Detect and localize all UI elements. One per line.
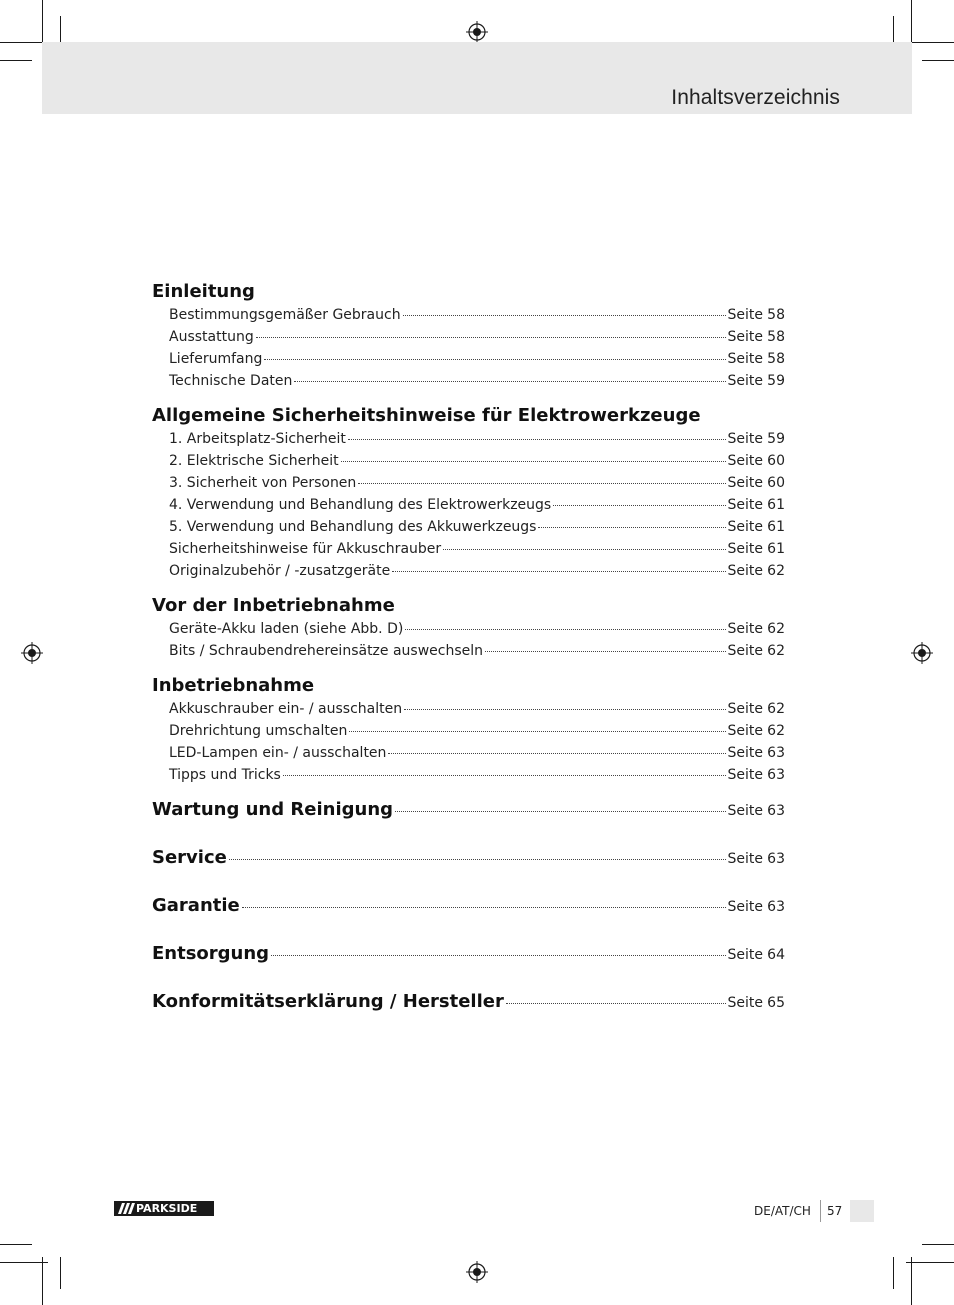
seite-label: Seite [727, 701, 763, 717]
crop-mark [0, 42, 48, 43]
seite-label: Seite [727, 643, 763, 659]
toc-entry-page [728, 943, 786, 967]
brand-name: PARKSIDE [136, 1202, 198, 1215]
registration-mark-icon [911, 642, 933, 664]
toc-section [152, 674, 785, 786]
seite-label: Seite [727, 541, 763, 557]
brand-logo [114, 1201, 214, 1216]
seite-label: Seite [727, 329, 763, 345]
toc-main-entry-label: Entsorgung [152, 943, 270, 964]
toc-main-entry-label: Wartung und Reinigung [152, 799, 394, 820]
leader-dots [283, 774, 726, 776]
seite-label: Seite [727, 899, 763, 915]
crop-mark [0, 60, 32, 61]
toc-main-entry[interactable] [152, 942, 785, 986]
toc-entry-label: 2. Elektrische Sicherheit [169, 453, 339, 469]
page-number: 63 [767, 851, 785, 867]
page-number: 62 [767, 723, 785, 739]
toc-entry[interactable] [169, 560, 785, 582]
toc-entry-label: Bestimmungsgemäßer Gebrauch [169, 307, 401, 323]
crop-mark [922, 60, 954, 61]
footer-divider [820, 1200, 821, 1222]
section-heading: Einleitung [152, 281, 255, 302]
seite-label: Seite [727, 995, 763, 1011]
toc-entry[interactable] [169, 516, 785, 538]
footer-page-number: 57 [827, 1204, 843, 1218]
toc-entry-label: LED-Lampen ein- / ausschalten [169, 745, 387, 761]
toc-entry[interactable] [169, 538, 785, 560]
toc-entry-page [728, 516, 786, 538]
leader-dots [271, 954, 725, 956]
toc-entry[interactable] [169, 348, 785, 370]
crop-mark [906, 42, 954, 43]
toc-section [152, 404, 785, 582]
page-number: 58 [767, 351, 785, 367]
toc-sections [152, 280, 785, 786]
toc-entry-page [728, 326, 786, 348]
leader-dots [349, 730, 725, 732]
toc-entry-label: Drehrichtung umschalten [169, 723, 348, 739]
toc-entry-label: Bits / Schraubendrehereinsätze auswechseln [169, 643, 484, 659]
toc-entry[interactable] [169, 370, 785, 392]
toc-entry[interactable] [169, 304, 785, 326]
seite-label: Seite [727, 431, 763, 447]
page-number: 60 [767, 453, 785, 469]
toc-entry-page [728, 472, 786, 494]
toc-main-entry-label: Garantie [152, 895, 240, 916]
seite-label: Seite [727, 475, 763, 491]
page-number: 58 [767, 329, 785, 345]
page-number: 61 [767, 519, 785, 535]
toc-main-entries [152, 798, 785, 1034]
toc-entry[interactable] [169, 640, 785, 662]
page-number: 64 [767, 947, 785, 963]
seite-label: Seite [727, 307, 763, 323]
leader-dots [392, 570, 725, 572]
toc-entry[interactable] [169, 720, 785, 742]
toc-entry-label: Sicherheitshinweise für Akkuschrauber [169, 541, 442, 557]
seite-label: Seite [727, 621, 763, 637]
toc-entry-label: Originalzubehör / -zusatzgeräte [169, 563, 391, 579]
page-number: 58 [767, 307, 785, 323]
leader-dots [229, 858, 726, 860]
crop-mark [893, 1257, 894, 1289]
page-number: 63 [767, 899, 785, 915]
leader-dots [553, 504, 725, 506]
page-number: 61 [767, 541, 785, 557]
toc-entry-label: 1. Arbeitsplatz-Sicherheit [169, 431, 346, 447]
seite-label: Seite [727, 563, 763, 579]
leader-dots [294, 380, 725, 382]
page-number: 62 [767, 701, 785, 717]
toc-entry-page [728, 560, 786, 582]
section-heading: Vor der Inbetriebnahme [152, 595, 395, 616]
toc-entry[interactable] [169, 618, 785, 640]
crop-mark [922, 1244, 954, 1245]
crop-mark [42, 0, 43, 48]
toc-main-entry[interactable] [152, 990, 785, 1034]
registration-mark-icon [21, 642, 43, 664]
toc-entry-page [728, 720, 786, 742]
leader-dots [388, 752, 725, 754]
page-number: 59 [767, 431, 785, 447]
toc-entry[interactable] [169, 472, 785, 494]
page-number: 59 [767, 373, 785, 389]
leader-dots [404, 708, 725, 710]
seite-label: Seite [727, 803, 763, 819]
toc-entry-page [728, 494, 786, 516]
toc-entry[interactable] [169, 698, 785, 720]
page-title: Inhaltsverzeichnis [671, 86, 840, 109]
page-number: 63 [767, 767, 785, 783]
leader-dots [395, 810, 725, 812]
registration-mark-icon [466, 21, 488, 43]
toc-entry-label: Akkuschrauber ein- / ausschalten [169, 701, 403, 717]
toc-entry[interactable] [169, 450, 785, 472]
toc-main-entry[interactable] [152, 846, 785, 890]
toc-entry-label: Ausstattung [169, 329, 254, 345]
section-heading: Inbetriebnahme [152, 675, 315, 696]
page-number: 60 [767, 475, 785, 491]
leader-dots [341, 460, 726, 462]
footer-language: DE/AT/CH [754, 1204, 811, 1218]
seite-label: Seite [727, 947, 763, 963]
toc-entry-label: 5. Verwendung und Behandlung des Akkuwerkzeugs [169, 519, 537, 535]
toc-entry-page [728, 304, 786, 326]
section-heading: Allgemeine Sicherheitshinweise für Elektrowerkzeuge [152, 405, 701, 426]
page-number: 62 [767, 563, 785, 579]
toc-entry-page [728, 991, 786, 1015]
page-number: 62 [767, 643, 785, 659]
toc-entry-label: 3. Sicherheit von Personen [169, 475, 357, 491]
toc-entry-page [728, 370, 786, 392]
page-number: 65 [767, 995, 785, 1011]
crop-mark [906, 1262, 954, 1263]
toc-main-entry-label: Konformitätserklärung / Hersteller [152, 991, 504, 1012]
seite-label: Seite [727, 497, 763, 513]
toc-entry[interactable] [169, 428, 785, 450]
crop-mark [0, 1262, 48, 1263]
leader-dots [443, 548, 725, 550]
seite-label: Seite [727, 767, 763, 783]
toc-entry-page [728, 450, 786, 472]
toc-entry-label: Tipps und Tricks [169, 767, 281, 783]
header-band [42, 42, 912, 114]
toc-main-entry[interactable] [152, 894, 785, 938]
toc-entry[interactable] [169, 326, 785, 348]
toc-entry-page [728, 428, 786, 450]
seite-label: Seite [727, 351, 763, 367]
logo-stripes-icon [114, 1201, 136, 1216]
toc-entry[interactable] [169, 742, 785, 764]
footer-tab [850, 1200, 874, 1222]
toc-main-entry[interactable] [152, 798, 785, 842]
leader-dots [242, 906, 726, 908]
seite-label: Seite [727, 723, 763, 739]
toc-entry-page [728, 640, 786, 662]
toc-entry[interactable] [169, 494, 785, 516]
toc-entry-page [728, 764, 786, 786]
seite-label: Seite [727, 519, 763, 535]
leader-dots [405, 628, 725, 630]
leader-dots [358, 482, 725, 484]
page-number: 62 [767, 621, 785, 637]
table-of-contents [152, 280, 785, 1034]
toc-entry-page [728, 799, 786, 823]
leader-dots [256, 336, 726, 338]
toc-entry-label: Geräte-Akku laden (siehe Abb. D) [169, 621, 404, 637]
crop-mark [911, 0, 912, 48]
leader-dots [264, 358, 725, 360]
page-number: 63 [767, 803, 785, 819]
seite-label: Seite [727, 851, 763, 867]
toc-entry-page [728, 538, 786, 560]
toc-entry[interactable] [169, 764, 785, 786]
crop-mark [0, 1244, 32, 1245]
toc-entry-page [728, 698, 786, 720]
toc-section [152, 594, 785, 662]
toc-section [152, 280, 785, 392]
toc-entry-page [728, 618, 786, 640]
toc-entry-page [728, 895, 786, 919]
toc-entry-label: Technische Daten [169, 373, 293, 389]
leader-dots [538, 526, 725, 528]
leader-dots [348, 438, 726, 440]
leader-dots [485, 650, 725, 652]
toc-entry-page [728, 742, 786, 764]
seite-label: Seite [727, 373, 763, 389]
page-number: 61 [767, 497, 785, 513]
toc-main-entry-label: Service [152, 847, 227, 868]
leader-dots [403, 314, 726, 316]
seite-label: Seite [727, 745, 763, 761]
registration-mark-icon [466, 1261, 488, 1283]
crop-mark [60, 1257, 61, 1289]
toc-entry-page [728, 348, 786, 370]
seite-label: Seite [727, 453, 763, 469]
crop-mark [911, 1257, 912, 1305]
leader-dots [506, 1002, 726, 1004]
toc-entry-label: Lieferumfang [169, 351, 263, 367]
crop-mark [42, 1257, 43, 1305]
toc-entry-page [728, 847, 786, 871]
page-number: 63 [767, 745, 785, 761]
toc-entry-label: 4. Verwendung und Behandlung des Elektrowerkzeugs [169, 497, 552, 513]
